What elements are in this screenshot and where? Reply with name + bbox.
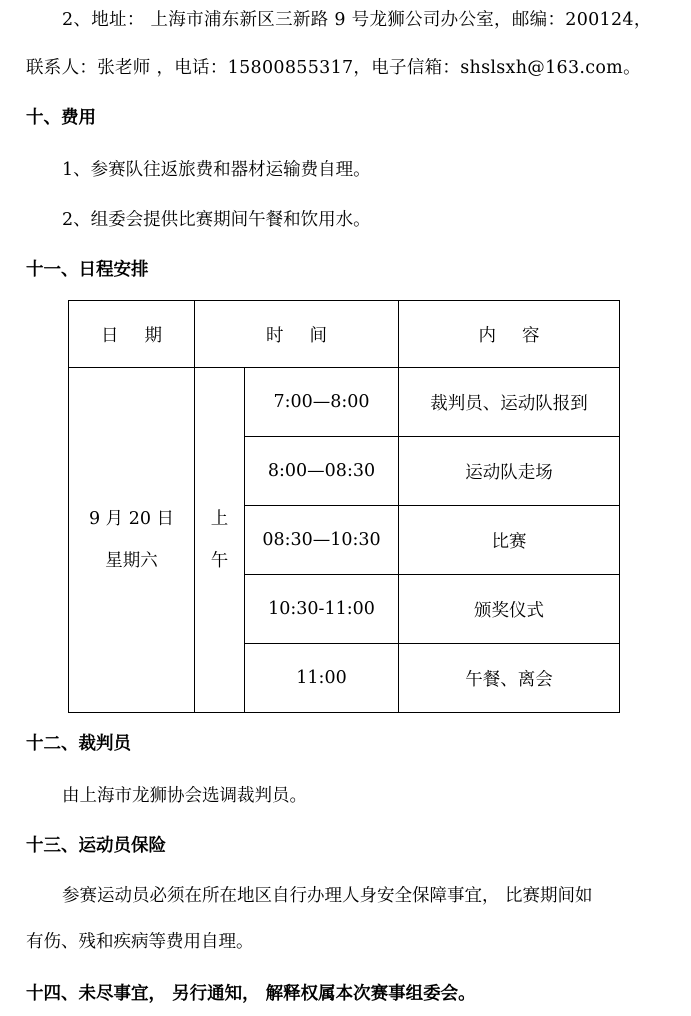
insurance-line-2: 有伤、残和疾病等费用自理。 (26, 932, 254, 952)
time-cell: 08:30—10:30 (245, 506, 399, 575)
date-cell (69, 368, 195, 713)
section-13-heading: 十三、运动员保险 (26, 836, 166, 856)
insurance-line-1: 参赛运动员必须在所在地区自行办理人身安全保障事宜， 比赛期间如 (62, 886, 593, 906)
schedule-header-row (69, 301, 620, 368)
section-11-heading: 十一、日程安排 (26, 260, 149, 280)
time-cell: 11:00 (245, 644, 399, 713)
header-content: 内容 (399, 301, 620, 368)
fee-item-2: 2、组委会提供比赛期间午餐和饮用水。 (62, 210, 371, 230)
time-cell: 8:00—08:30 (245, 437, 399, 506)
time-cell: 10:30-11:00 (245, 575, 399, 644)
weekday-text: 星期六 (105, 551, 158, 571)
fee-item-1: 1、参赛队往返旅费和器材运输费自理。 (62, 160, 371, 180)
contact-line: 联系人：张老师 ，电话：15800855317，电子信箱：shslsxh@163.com。 (26, 58, 641, 78)
content-cell: 运动队走场 (399, 437, 620, 506)
content-cell: 颁奖仪式 (399, 575, 620, 644)
address-line: 2、地址： 上海市浦东新区三新路 9 号龙狮公司办公室，邮编：200124， (62, 10, 652, 30)
content-cell: 裁判员、运动队报到 (399, 368, 620, 437)
date-text: 9 月 20 日 (88, 509, 175, 529)
period-cell (195, 368, 245, 713)
time-cell: 7:00—8:00 (245, 368, 399, 437)
section-10-heading: 十、费用 (26, 108, 96, 128)
section-14-heading: 十四、未尽事宜， 另行通知， 解释权属本次赛事组委会。 (26, 984, 476, 1004)
header-date: 日期 (69, 301, 195, 368)
referee-text: 由上海市龙狮协会选调裁判员。 (62, 786, 307, 806)
content-cell: 午餐、离会 (399, 644, 620, 713)
content-cell: 比赛 (399, 506, 620, 575)
header-time: 时间 (195, 301, 399, 368)
table-row (69, 368, 620, 437)
schedule-table (68, 300, 620, 713)
period-text: 上午 (210, 509, 229, 571)
section-12-heading: 十二、裁判员 (26, 734, 131, 754)
